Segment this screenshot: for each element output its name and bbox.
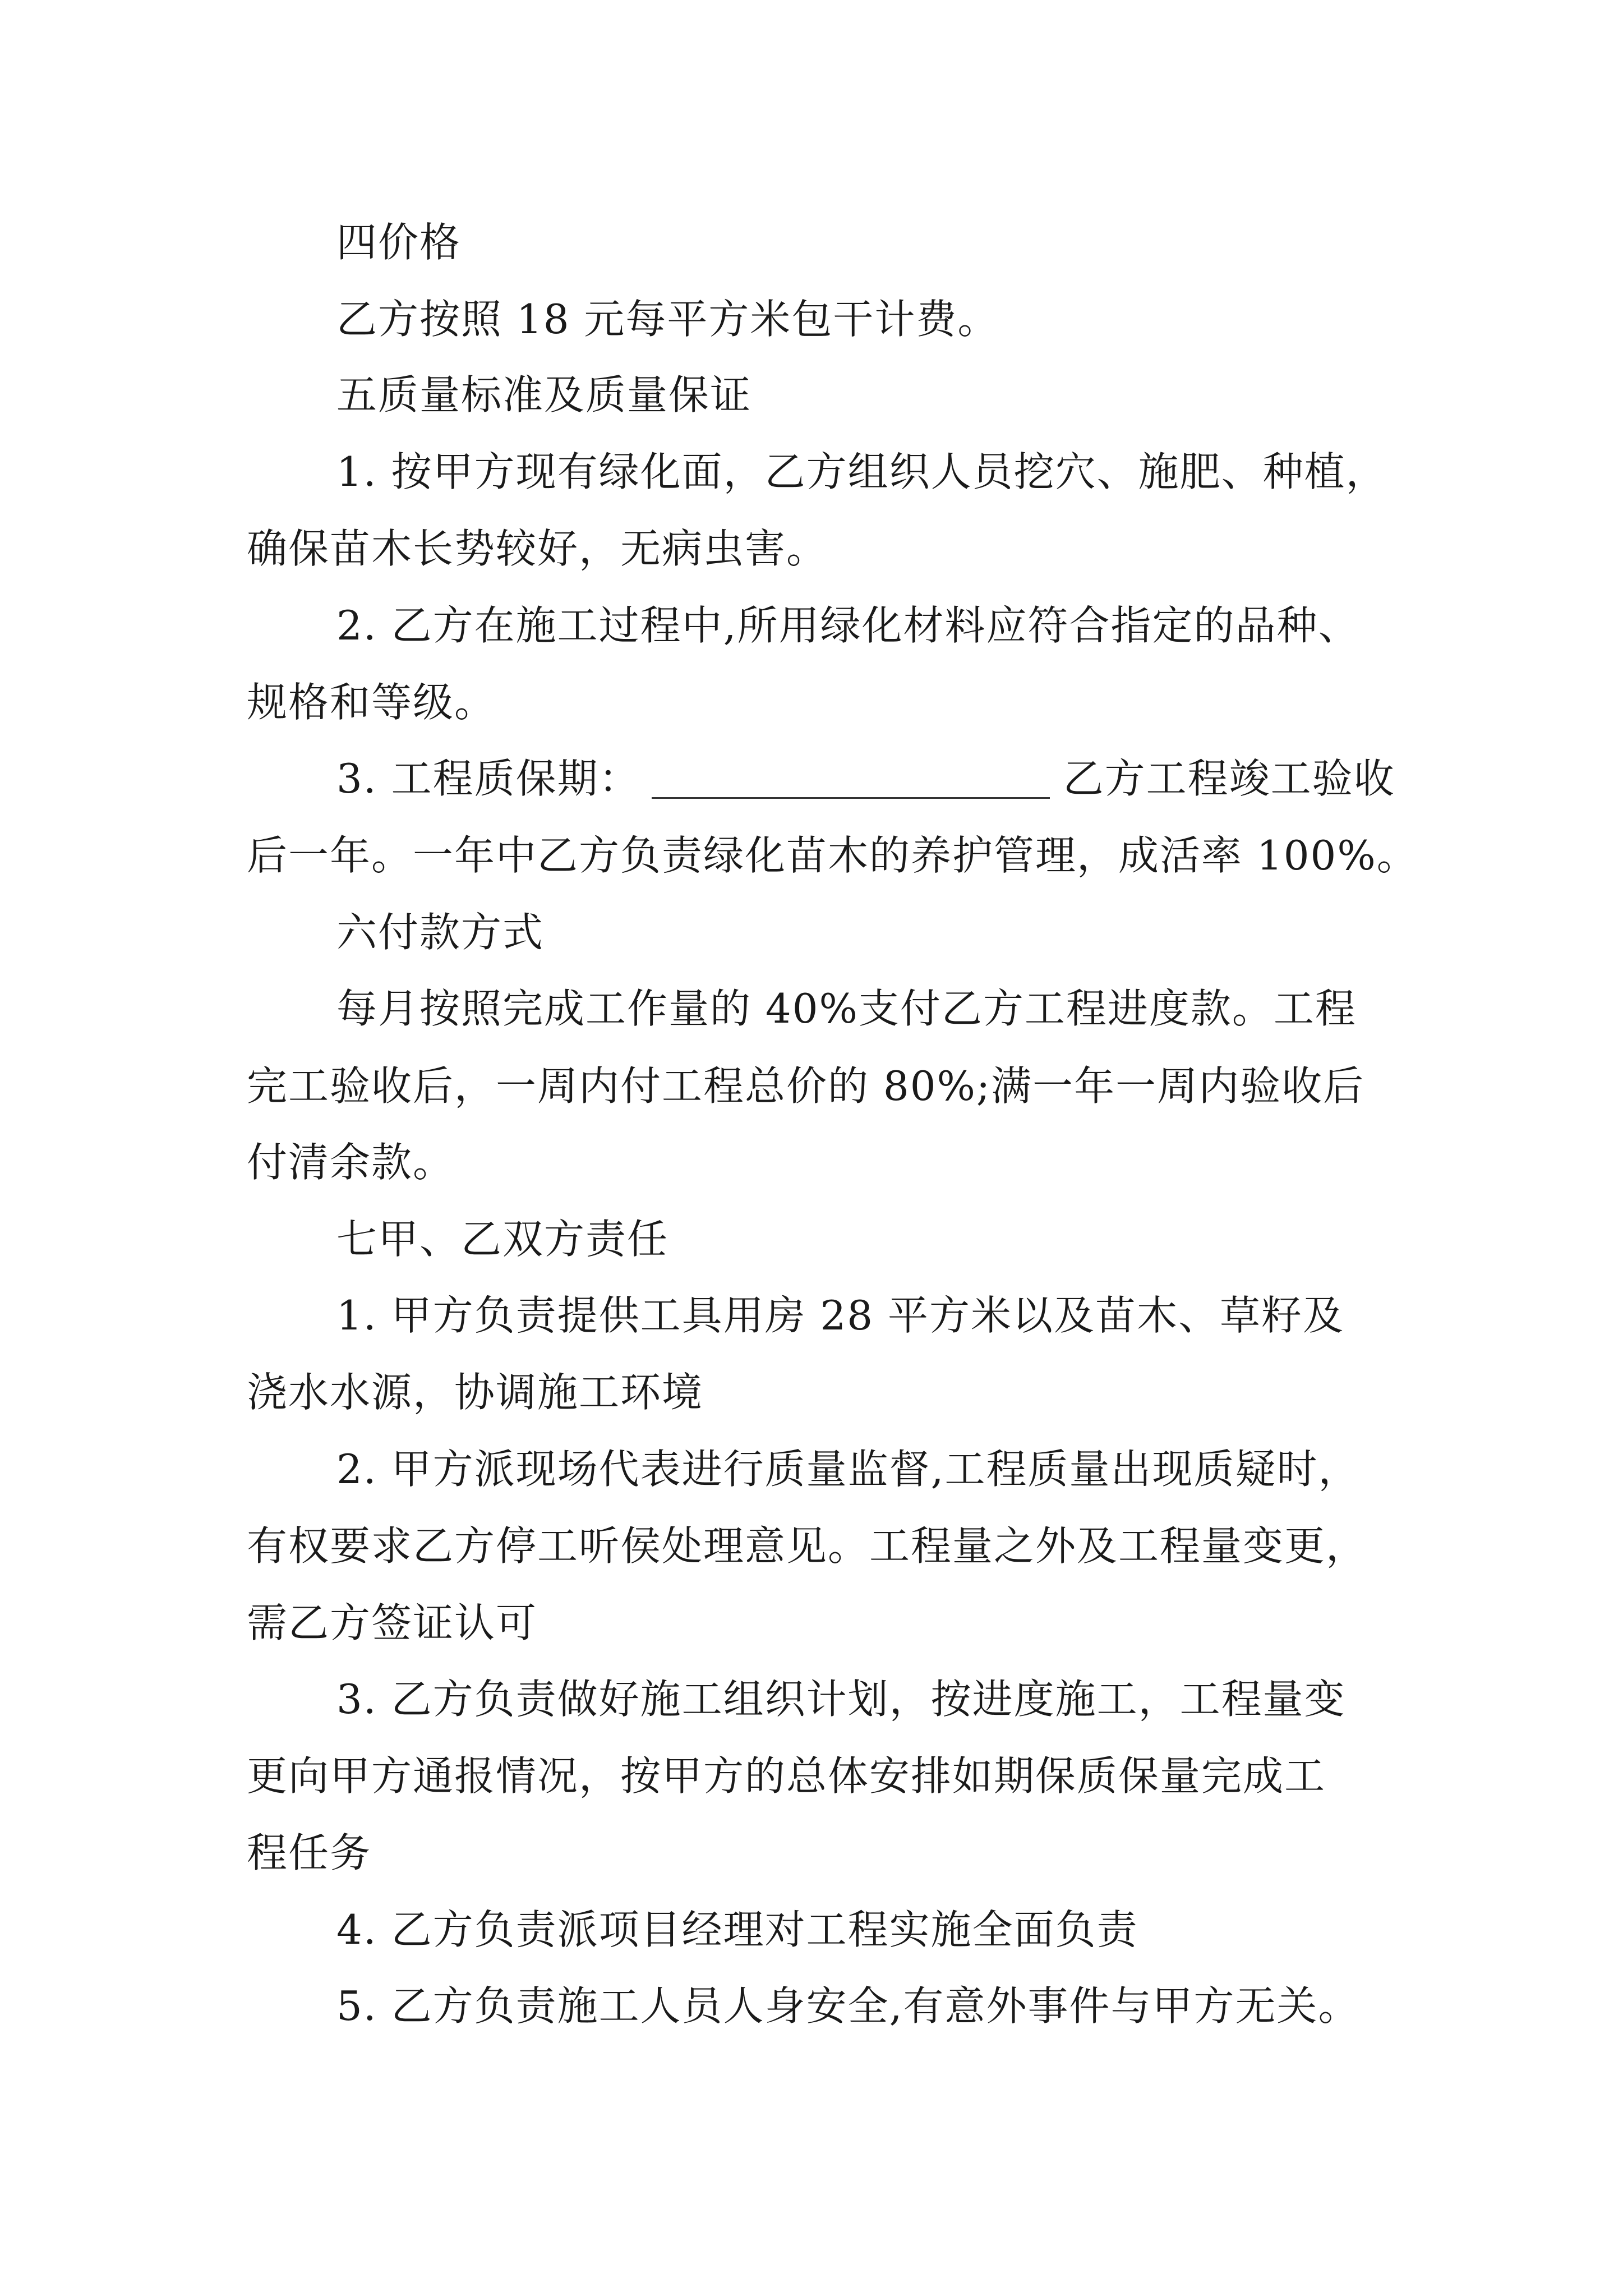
payment-line-3: 付清余款。 xyxy=(247,1139,455,1186)
responsibility-item-4: 4. 乙方负责派项目经理对工程实施全面负责 xyxy=(336,1906,1138,1953)
responsibility-item-3-line-3: 程任务 xyxy=(247,1829,372,1876)
responsibility-item-5: 5. 乙方负责施工人员人身安全,有意外事件与甲方无关。 xyxy=(336,1982,1360,2030)
responsibility-item-2-line-2: 有权要求乙方停工听侯处理意见。工程量之外及工程量变更， xyxy=(247,1522,1368,1570)
section-heading-payment: 六付款方式 xyxy=(336,909,545,956)
responsibility-item-3-line-1: 3. 乙方负责做好施工组织计划，按进度施工，工程量变 xyxy=(336,1676,1346,1723)
warranty-label: 3. 工程质保期： xyxy=(336,755,640,802)
quality-item-3-line-1 xyxy=(336,755,1395,802)
section-heading-quality: 五质量标准及质量保证 xyxy=(336,371,752,418)
responsibility-item-1-line-1: 1. 甲方负责提供工具用房 28 平方米以及苗木、草籽及 xyxy=(336,1292,1344,1339)
responsibility-item-3-line-2: 更向甲方通报情况，按甲方的总体安排如期保质保量完成工 xyxy=(247,1752,1326,1800)
warranty-blank-field xyxy=(652,762,1050,799)
responsibility-item-2-line-3: 需乙方签证认可 xyxy=(247,1599,538,1646)
payment-line-2: 完工验收后，一周内付工程总价的 80%;满一年一周内验收后 xyxy=(247,1062,1365,1110)
warranty-suffix: 乙方工程竣工验收 xyxy=(1063,755,1395,802)
quality-item-2-line-1: 2. 乙方在施工过程中,所用绿化材料应符合指定的品种、 xyxy=(336,602,1360,649)
section-heading-responsibilities: 七甲、乙双方责任 xyxy=(336,1216,669,1263)
payment-line-1: 每月按照完成工作量的 40%支付乙方工程进度款。工程 xyxy=(336,985,1357,1032)
price-text: 乙方按照 18 元每平方米包干计费。 xyxy=(336,296,999,343)
responsibility-item-2-line-1: 2. 甲方派现场代表进行质量监督,工程质量出现质疑时， xyxy=(336,1446,1360,1493)
quality-item-2-line-2: 规格和等级。 xyxy=(247,679,496,726)
quality-item-1-line-1: 1. 按甲方现有绿化面，乙方组织人员挖穴、施肥、种植， xyxy=(336,448,1387,495)
responsibility-item-1-line-2: 浇水水源，协调施工环境 xyxy=(247,1369,704,1416)
section-heading-price: 四价格 xyxy=(336,219,462,266)
quality-item-1-line-2: 确保苗木长势较好，无病虫害。 xyxy=(247,525,828,572)
quality-item-3-line-2: 后一年。一年中乙方负责绿化苗木的养护管理，成活率 100%。 xyxy=(247,832,1418,879)
